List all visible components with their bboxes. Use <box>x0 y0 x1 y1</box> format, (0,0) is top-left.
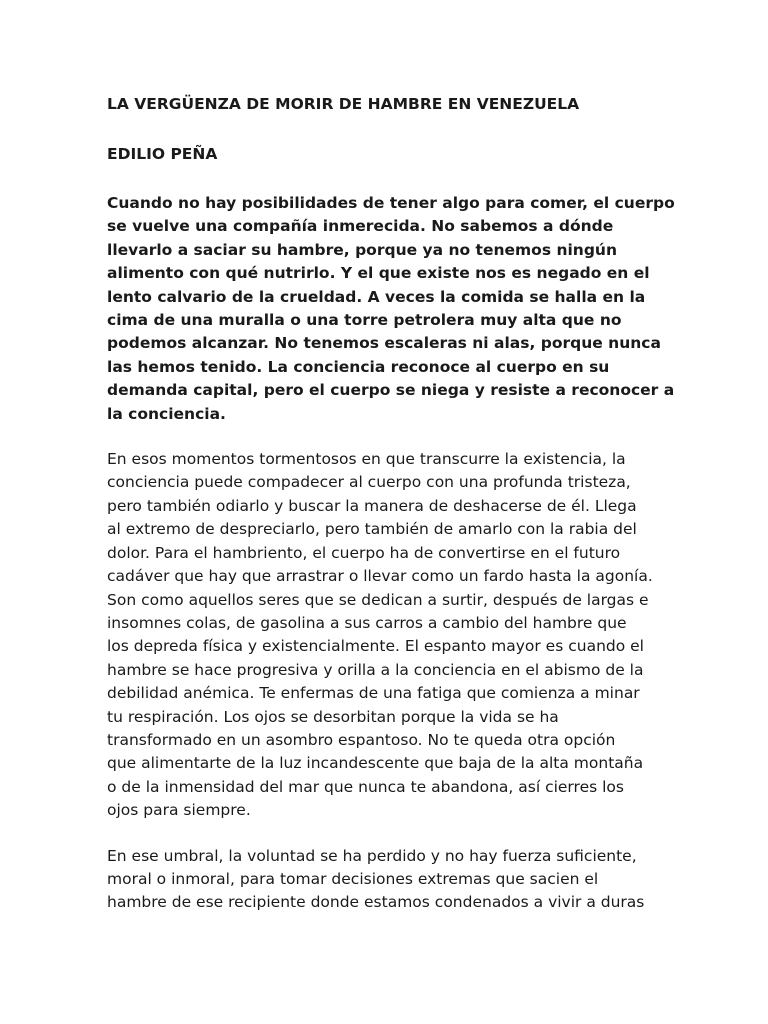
text-line: las hemos tenido. La conciencia reconoce al cuerpo en su <box>107 357 610 376</box>
text-line: hambre de ese recipiente donde estamos condenados a vivir a duras <box>107 893 645 912</box>
text-line: Cuando no hay posibilidades de tener algo para comer, el cuerpo <box>107 194 675 212</box>
text-line: la conciencia. <box>107 404 226 423</box>
text-line: Son como aquellos seres que se dedican a surtir, después de largas e <box>107 590 649 609</box>
text-line: lento calvario de la crueldad. A veces la comida se halla en la <box>107 287 646 306</box>
text-line: En ese umbral, la voluntad se ha perdido y no hay fuerza suficiente, <box>107 846 637 865</box>
text-line: transformado en un asombro espantoso. No te queda otra opción <box>107 730 616 749</box>
text-line: ojos para siempre. <box>107 801 251 820</box>
body-paragraph-2 <box>107 448 667 823</box>
text-line: se vuelve una compañía inmerecida. No sabemos a dónde <box>107 217 614 236</box>
text-line: hambre se hace progresiva y orilla a la conciencia en el abismo de la <box>107 660 644 679</box>
text-line: cadáver que hay que arrastrar o llevar como un fardo hasta la agonía. <box>107 567 653 586</box>
text-line: moral o inmoral, para tomar decisiones extremas que sacien el <box>107 869 599 888</box>
document-title: LA VERGÜENZA DE MORIR DE HAMBRE EN VENEZUELA <box>107 95 580 113</box>
document-author: EDILIO PEÑA <box>107 145 218 163</box>
body-paragraph-3 <box>107 845 667 915</box>
text-line: tu respiración. Los ojos se desorbitan porque la vida se ha <box>107 707 559 726</box>
document-content <box>107 92 675 937</box>
text-line: cima de una muralla o una torre petrolera muy alta que no <box>107 311 622 330</box>
text-line: que alimentarte de la luz incandescente que baja de la alta montaña <box>107 754 644 773</box>
text-line: demanda capital, pero el cuerpo se niega y resiste a reconocer a <box>107 381 675 400</box>
text-line: podemos alcanzar. No tenemos escaleras ni alas, porque nunca <box>107 334 661 353</box>
text-line: llevarlo a saciar su hambre, porque ya no tenemos ningún <box>107 240 617 259</box>
text-line: conciencia puede compadecer al cuerpo con una profunda tristeza, <box>107 473 631 492</box>
text-line: pero también odiarlo y buscar la manera de deshacerse de él. Llega <box>107 496 637 515</box>
text-line: debilidad anémica. Te enfermas de una fatiga que comienza a minar <box>107 684 640 703</box>
text-line: dolor. Para el hambriento, el cuerpo ha de convertirse en el futuro <box>107 543 621 562</box>
text-line: los depreda física y existencialmente. El espanto mayor es cuando el <box>107 637 644 656</box>
text-line: En esos momentos tormentosos en que transcurre la existencia, la <box>107 450 626 469</box>
intro-paragraph <box>107 192 675 426</box>
text-line: al extremo de despreciarlo, pero también de amarlo con la rabia del <box>107 520 637 539</box>
text-line: o de la inmensidad del mar que nunca te abandona, así cierres los <box>107 777 624 796</box>
text-line: alimento con qué nutrirlo. Y el que existe nos es negado en el <box>107 264 650 283</box>
text-line: insomnes colas, de gasolina a sus carros a cambio del hambre que <box>107 613 627 632</box>
